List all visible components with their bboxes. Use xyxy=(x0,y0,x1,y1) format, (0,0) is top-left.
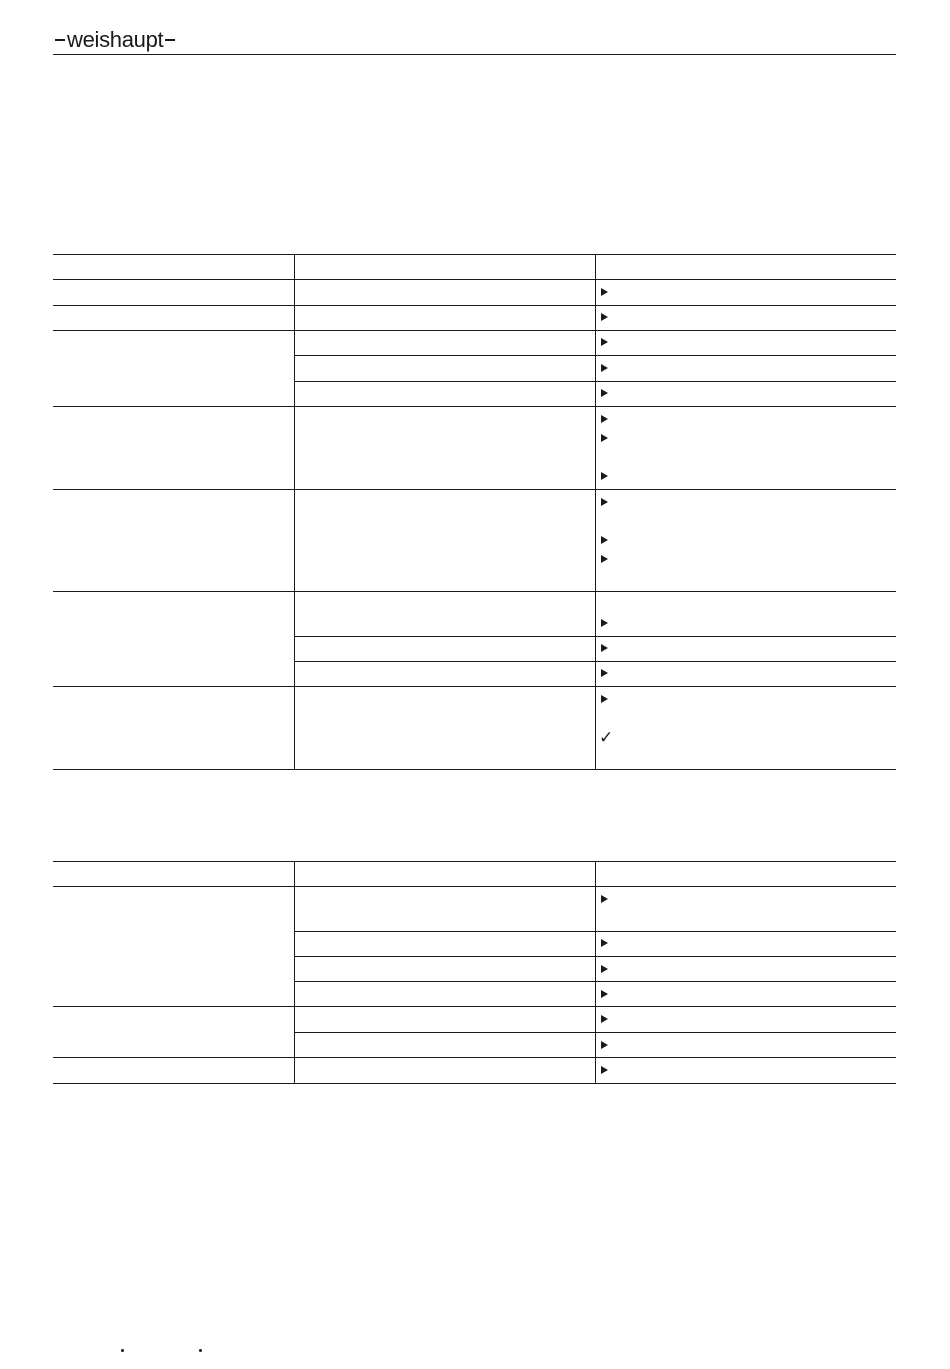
arrow-bullet-icon xyxy=(601,1041,608,1049)
arrow-bullet-icon xyxy=(601,498,608,506)
table-rule xyxy=(53,1057,896,1058)
arrow-bullet-icon xyxy=(601,536,608,544)
arrow-bullet-icon xyxy=(601,895,608,903)
table-rule xyxy=(53,886,896,887)
arrow-bullet-icon xyxy=(601,990,608,998)
logo-dash-right xyxy=(165,39,175,41)
arrow-bullet-icon xyxy=(601,965,608,973)
arrow-bullet-icon xyxy=(601,555,608,563)
arrow-bullet-icon xyxy=(601,939,608,947)
table-rule xyxy=(53,1083,896,1084)
arrow-bullet-icon xyxy=(601,288,608,296)
fault-table-2 xyxy=(53,861,896,1084)
table-rule xyxy=(53,769,896,770)
logo-dash-left xyxy=(55,39,65,41)
fault-table-1 xyxy=(53,254,896,770)
table-rule xyxy=(53,861,896,862)
table-rule xyxy=(53,330,896,331)
table-rule xyxy=(53,254,896,255)
column-divider xyxy=(595,861,596,1084)
arrow-bullet-icon xyxy=(601,1015,608,1023)
table-rule xyxy=(53,1006,896,1007)
arrow-bullet-icon xyxy=(601,389,608,397)
logo-text: weishaupt xyxy=(67,27,164,52)
arrow-bullet-icon xyxy=(601,1066,608,1074)
checkmark-icon: ✓ xyxy=(599,728,614,748)
arrow-bullet-icon xyxy=(601,695,608,703)
arrow-bullet-icon xyxy=(601,338,608,346)
column-divider xyxy=(595,254,596,770)
arrow-bullet-icon xyxy=(601,415,608,423)
arrow-bullet-icon xyxy=(601,669,608,677)
arrow-bullet-icon xyxy=(601,434,608,442)
arrow-bullet-icon xyxy=(601,364,608,372)
arrow-bullet-icon xyxy=(601,619,608,627)
table-rule xyxy=(53,279,896,280)
table-rule xyxy=(53,686,896,687)
footer-mark xyxy=(199,1349,202,1352)
arrow-bullet-icon xyxy=(601,644,608,652)
weishaupt-logo xyxy=(53,27,177,53)
header-rule xyxy=(53,54,896,55)
arrow-bullet-icon xyxy=(601,472,608,480)
arrow-bullet-icon xyxy=(601,313,608,321)
table-rule xyxy=(53,591,896,592)
column-divider xyxy=(294,861,295,1084)
table-rule xyxy=(53,305,896,306)
column-divider xyxy=(294,254,295,770)
footer-mark xyxy=(121,1349,124,1352)
table-rule xyxy=(53,406,896,407)
table-rule xyxy=(53,489,896,490)
